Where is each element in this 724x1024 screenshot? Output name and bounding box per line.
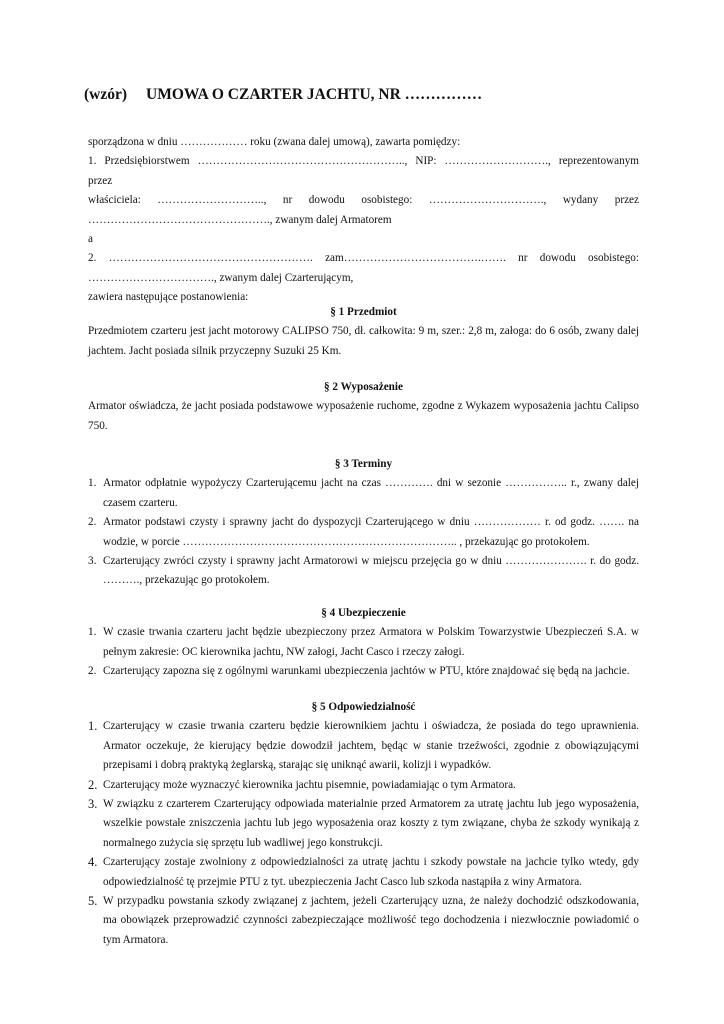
list-text: Czarterujący może wyznaczyć kierownika jachtu pisemnie, powiadamiając o tym Armatora. xyxy=(103,778,516,791)
list-number: 3. xyxy=(88,555,97,568)
section-text: Przedmiotem czarteru jest jacht motorowy CALIPSO 750, dł. całkowita: 9 m, szer.: 2,8 m, załoga: do 6 osób, zwany dalej jachtem. Jacht posiada silnik przyczepny Suzuki 25 Km. xyxy=(88,325,639,357)
section-heading: § 1 Przedmiot xyxy=(330,306,397,318)
list-item xyxy=(88,795,639,853)
intro-closing: zawiera następujące postanowienia: xyxy=(88,291,249,304)
list-text: W czasie trwania czarteru jacht będzie ubezpieczony przez Armatora w Polskim Towarzystwie Ubezpieczeń S.A. w pełnym zakresie: OC kierownika jachtu, NW załogi, Jacht Casco i rzeczy załogi. xyxy=(103,626,639,658)
list-text: Czarterujący zostaje zwolniony z odpowiedzialności za utratę jachtu i szkody powstałe na jachcie tylko wtedy, gdy odpowiedzialność tę przejmie PTU z tyt. ubezpieczenia Jacht Casco lub szkoda nastąpiła z winy Armatora. xyxy=(103,856,639,888)
list-item xyxy=(88,623,639,662)
title-text: UMOWA O CZARTER JACHTU, NR …………… xyxy=(146,86,483,103)
list-text: Armator podstawi czysty i sprawny jacht do dyspozycji Czarterującego w dniu ……………… r. od godz. ……. na wodzie, w porcie ……………………………………………………………….. , przekazując go protokołem. xyxy=(103,516,639,548)
section-heading: § 3 Terminy xyxy=(334,458,393,470)
list-number: 2. xyxy=(88,777,98,792)
list-number: 4. xyxy=(88,855,98,870)
intro-line-1: sporządzona w dniu ……………… roku (zwana dalej umową), zawarta pomiędzy: xyxy=(88,136,461,148)
section-list xyxy=(88,474,639,590)
section-heading: § 2 Wyposażenie xyxy=(324,381,403,393)
list-item xyxy=(88,662,639,681)
and-text: a xyxy=(88,233,93,246)
list-item xyxy=(88,717,639,775)
list-text: Czarterujący zwróci czysty i sprawny jacht Armatorowi w miejscu przejęcia go w dniu …………………. r. do godz. ………., przekazując go protokołem. xyxy=(103,555,639,587)
list-item xyxy=(88,474,639,513)
list-text: Czarterujący zapozna się z ogólnymi warunkami ubezpieczenia jachtów w PTU, które znajdować się będą na jachcie. xyxy=(103,665,630,678)
list-number: 3. xyxy=(88,797,98,812)
section-3 xyxy=(88,455,639,591)
list-item xyxy=(88,853,639,892)
section-heading: § 5 Odpowiedzialność xyxy=(311,701,416,713)
list-item xyxy=(88,776,639,795)
party-1-line-1: 1. Przedsiębiorstwem ……………………………………………….., NIP: ………………………., reprezentowanym przez xyxy=(88,155,639,187)
intro-block xyxy=(88,133,639,308)
list-text: W związku z czarterem Czarterujący odpowiada materialnie przed Armatorem za utratę jachtu lub jego wyposażenia, wszelkie powstałe zniszczenia jachtu lub jego wyposażenia oraz koszty z tym związane, chyba że szkody wynikają z normalnego zużycia się sprzętu lub wadliwej jego konstrukcji. xyxy=(103,798,639,849)
list-item xyxy=(88,552,639,591)
list-item xyxy=(88,892,639,950)
party-2-line-1: 2. ………………………………………………. zam……………………………….……. nr dowodu osobistego: xyxy=(88,252,639,265)
list-number: 2. xyxy=(88,665,97,678)
document-title xyxy=(84,86,564,104)
section-list xyxy=(88,623,639,681)
list-number: 1. xyxy=(88,477,97,490)
list-number: 1. xyxy=(88,626,97,639)
title-prefix: (wzór) xyxy=(84,86,128,103)
section-5 xyxy=(88,698,639,950)
party-1-line-3: …………………………………………., zwanym dalej Armatorem xyxy=(88,213,392,226)
party-2-line-2: ……………………………., zwanym dalej Czarterującym, xyxy=(88,271,354,284)
list-text: W przypadku powstania szkody związanej z jachtem, jeżeli Czarterujący uzna, że należy dochodzić odszkodowania, ma obowiązek przeprowadzić czynności zabezpieczające możliwość tego dochodzenia i niezwłocznie powiadomić o tym Armatora. xyxy=(103,895,639,946)
list-number: 5. xyxy=(88,894,98,909)
list-number: 2. xyxy=(88,516,97,529)
section-text: Armator oświadcza, że jacht posiada podstawowe wyposażenie ruchome, zgodne z Wykazem wyposażenia jachtu Calipso 750. xyxy=(88,400,639,432)
list-item xyxy=(88,513,639,552)
list-number: 1. xyxy=(88,719,98,734)
list-text: Czarterujący w czasie trwania czarteru będzie kierownikiem jachtu i oświadcza, że posiada do tego uprawnienia. Armator oczekuje, że kierujący będzie dowodził jachtem, będąc w stanie trzeźwości, zgodnie z obowiązującymi przepisami i dobrą praktyką żeglarską, starając się uniknąć awarii, kolizji i wypadków. xyxy=(103,720,639,772)
section-4 xyxy=(88,604,639,682)
party-1-line-2: właściciela: ……………………….., nr dowodu osobistego: …………………………., wydany przez xyxy=(88,194,639,207)
section-1 xyxy=(88,303,639,361)
list-text: Armator odpłatnie wypożyczy Czarterującemu jacht na czas …………. dni w sezonie …………….. r., zwany dalej czasem czarteru. xyxy=(103,477,639,509)
section-list xyxy=(88,717,639,950)
section-heading: § 4 Ubezpieczenie xyxy=(321,607,406,619)
section-2 xyxy=(88,378,639,436)
